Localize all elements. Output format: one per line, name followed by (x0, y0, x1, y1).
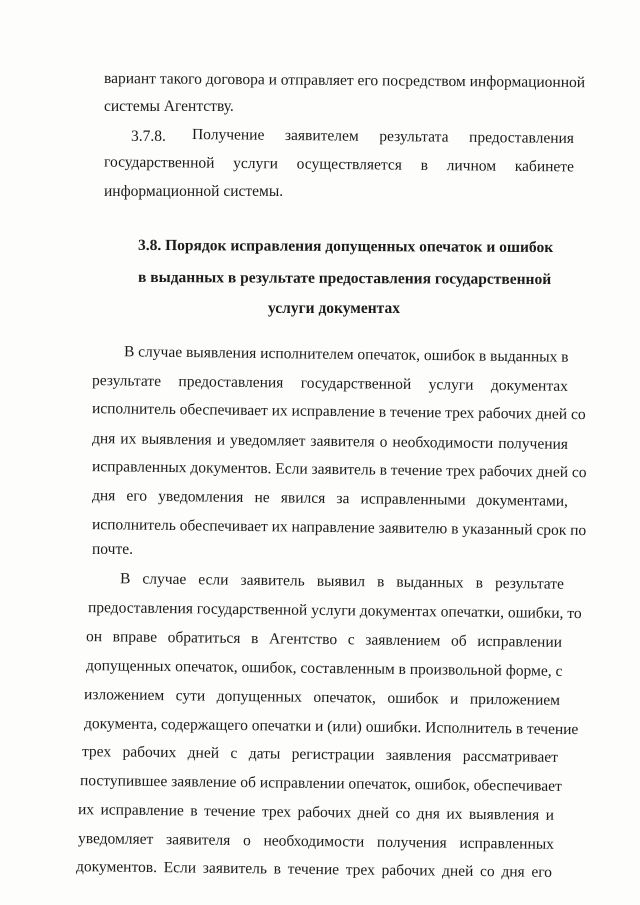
paragraph-line: исправленных документов. Если заявитель в течение трех рабочих дней со (91, 458, 587, 482)
item-number: 3.7.8. (131, 128, 166, 145)
paragraph-line: допущенных опечаток, ошибок, составленным в произвольной форме, с (85, 657, 563, 680)
paragraph-line: он вправе обратиться в Агентство с заявлением об исправлении (85, 628, 563, 651)
paragraph-line: уведомляет заявителя о необходимости получения исправленных (77, 830, 555, 853)
text-line: вариант такого договора и отправляет его посредством информационной (103, 69, 586, 92)
section-heading-line: 3.8. Порядок исправления допущенных опечаток и ошибок (137, 236, 554, 257)
paragraph-line: исполнитель обеспечивает их исправление в течение трех рабочих дней со (91, 400, 586, 424)
text-line: системы Агентству. (104, 98, 234, 115)
paragraph-line: трех рабочих дней с даты регистрации заявления рассматривает (81, 743, 559, 766)
paragraph-line: документа, содержащего опечатки и (или) ошибки. Исполнитель в течение (83, 715, 579, 739)
paragraph-line: исполнитель обеспечивает их направление заявителю в указанный срок по (91, 516, 587, 540)
paragraph-line: дня их выявления и уведомляет заявителя о необходимости получения (91, 430, 569, 453)
paragraph-line: предоставления государственной услуги документах опечатки, ошибки, то (87, 599, 582, 623)
paragraph-line: В случае если заявитель выявил в выданных в результате (119, 570, 565, 593)
text-line: информационной системы. (104, 183, 284, 200)
paragraph-line: результате предоставления государственной услуги документах (91, 372, 569, 395)
text-line: государственной услуги осуществляется в личном кабинете (103, 153, 575, 176)
paragraph-line: изложением сути допущенных опечаток, ошибок и приложением (83, 686, 561, 709)
paragraph-line: дня его уведомления не явился за исправленными документами, (91, 487, 569, 510)
paragraph-line: В случае выявления исполнителем опечаток, ошибок в выданных в (123, 343, 569, 366)
text-line: Получение заявителем результата предоставления (191, 126, 575, 147)
section-heading-line: услуги документах (268, 300, 400, 317)
paragraph-line: документов. Если заявитель в течение трех рабочих дней со дня его (75, 858, 553, 881)
paragraph-line: их исправление в течение трех рабочих дней со дня их выявления и (77, 801, 555, 824)
paragraph-line: поступившее заявление об исправлении опечаток, ошибок, обеспечивает (79, 772, 562, 795)
paragraph-line: почте. (92, 541, 133, 558)
section-heading-line: в выданных в результате предоставления государственной (137, 268, 552, 289)
